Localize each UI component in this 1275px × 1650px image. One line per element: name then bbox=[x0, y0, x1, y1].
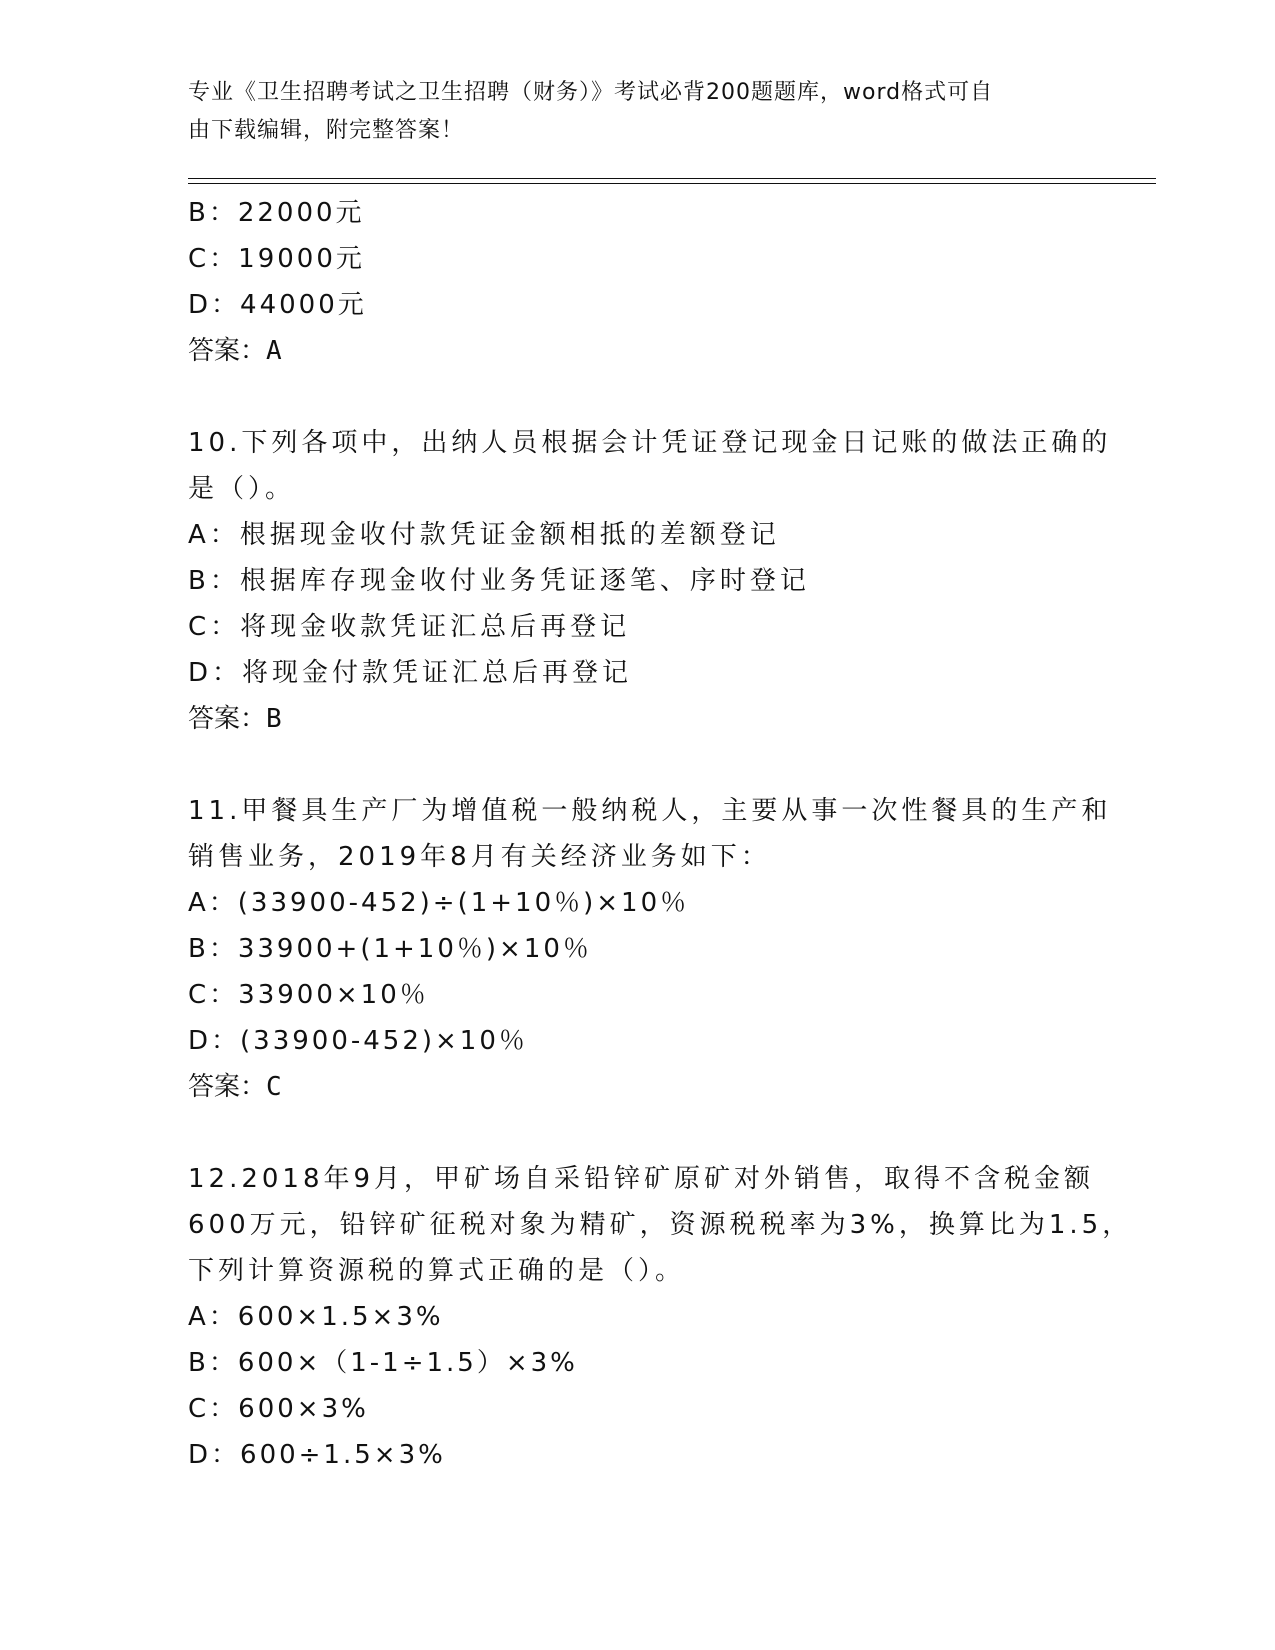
question-10-block bbox=[188, 420, 1112, 742]
question-stem-line: 下列计算资源税的算式正确的是（）。 bbox=[188, 1256, 686, 1286]
option-c: C：19000元 bbox=[188, 244, 365, 274]
question-stem-line: 是（）。 bbox=[188, 474, 296, 504]
option-d: D：600÷1.5×3% bbox=[188, 1440, 446, 1470]
header-divider-bottom bbox=[188, 183, 1156, 184]
answer-line: 答案：B bbox=[188, 704, 282, 734]
question-12-block bbox=[188, 1156, 1133, 1478]
option-a: A：600×1.5×3% bbox=[188, 1302, 444, 1332]
question-stem-line: 600万元，铅锌矿征税对象为精矿，资源税税率为3%，换算比为1.5， bbox=[188, 1210, 1133, 1240]
header-divider-top bbox=[188, 178, 1156, 179]
option-b: B：33900+(1+10％)×10％ bbox=[188, 934, 592, 964]
option-a: A：(33900-452)÷(1+10％)×10％ bbox=[188, 888, 690, 918]
spacer bbox=[188, 742, 1088, 788]
option-a: A：根据现金收付款凭证金额相抵的差额登记 bbox=[188, 520, 780, 550]
option-d: D：44000元 bbox=[188, 290, 367, 320]
spacer bbox=[188, 374, 1088, 420]
option-b: B：600×（1-1÷1.5）×3% bbox=[188, 1348, 578, 1378]
option-b: B：根据库存现金收付业务凭证逐笔、序时登记 bbox=[188, 566, 810, 596]
question-stem-line: 11.甲餐具生产厂为增值税一般纳税人，主要从事一次性餐具的生产和 bbox=[188, 796, 1112, 826]
question-stem-line: 销售业务，2019年8月有关经济业务如下： bbox=[188, 842, 771, 872]
option-d: D：(33900-452)×10％ bbox=[188, 1026, 528, 1056]
question-stem-line: 10.下列各项中，出纳人员根据会计凭证登记现金日记账的做法正确的 bbox=[188, 428, 1112, 458]
question-stem-line: 12.2018年9月，甲矿场自采铅锌矿原矿对外销售，取得不含税金额 bbox=[188, 1164, 1095, 1194]
spacer bbox=[188, 1110, 1088, 1156]
answer-line: 答案：A bbox=[188, 336, 282, 366]
option-d: D：将现金付款凭证汇总后再登记 bbox=[188, 658, 633, 688]
header-line-1: 专业《卫生招聘考试之卫生招聘（财务）》考试必背200题题库，word格式可自 bbox=[188, 80, 994, 105]
question-9-block bbox=[188, 190, 1088, 374]
question-11-block bbox=[188, 788, 1112, 1110]
header-line-2: 由下载编辑，附完整答案！ bbox=[188, 118, 465, 143]
option-c: C：600×3% bbox=[188, 1394, 369, 1424]
answer-line: 答案：C bbox=[188, 1072, 282, 1102]
option-c: C：33900×10％ bbox=[188, 980, 429, 1010]
document-body bbox=[188, 190, 1133, 1478]
document-header bbox=[188, 74, 1068, 150]
option-c: C：将现金收款凭证汇总后再登记 bbox=[188, 612, 631, 642]
option-b: B：22000元 bbox=[188, 198, 365, 228]
